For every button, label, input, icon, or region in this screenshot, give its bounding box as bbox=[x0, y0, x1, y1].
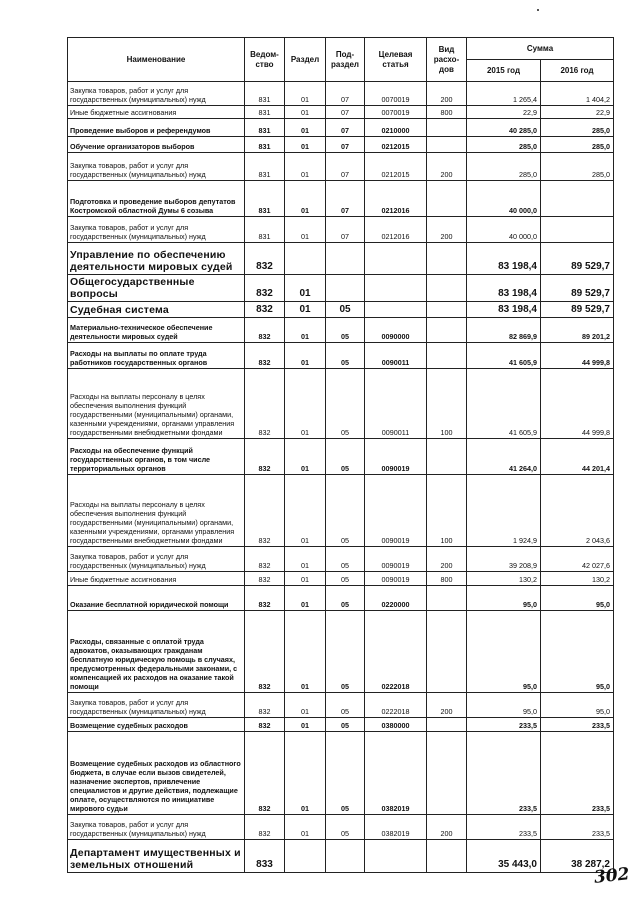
cell-section: 01 bbox=[285, 611, 326, 693]
cell-section: 01 bbox=[285, 181, 326, 217]
header-dept: Ведом-ство bbox=[245, 38, 285, 82]
cell-name: Подготовка и проведение выборов депутатов Костромской областной Думы 6 созыва bbox=[68, 181, 245, 217]
cell-target: 0382019 bbox=[365, 732, 427, 815]
cell-sum-2015: 1 265,4 bbox=[467, 82, 541, 106]
cell-name: Департамент имущественных и земельных отношений bbox=[68, 840, 245, 873]
header-name: Наименование bbox=[68, 38, 245, 82]
table-row bbox=[68, 547, 614, 572]
cell-sum-2016: 233,5 bbox=[541, 732, 614, 815]
cell-sum-2016: 233,5 bbox=[541, 718, 614, 732]
cell-subsection: 07 bbox=[326, 82, 365, 106]
cell-kind bbox=[427, 611, 467, 693]
cell-kind bbox=[427, 119, 467, 137]
table-row bbox=[68, 137, 614, 153]
cell-target bbox=[365, 840, 427, 873]
cell-kind: 200 bbox=[427, 82, 467, 106]
table-body bbox=[68, 82, 614, 873]
header-section: Раздел bbox=[285, 38, 326, 82]
cell-section: 01 bbox=[285, 693, 326, 718]
cell-kind bbox=[427, 181, 467, 217]
cell-subsection: 07 bbox=[326, 106, 365, 119]
table-row bbox=[68, 475, 614, 547]
cell-dept: 832 bbox=[245, 815, 285, 840]
cell-target: 0380000 bbox=[365, 718, 427, 732]
cell-sum-2016: 285,0 bbox=[541, 119, 614, 137]
cell-section: 01 bbox=[285, 343, 326, 369]
cell-subsection: 05 bbox=[326, 718, 365, 732]
cell-dept: 832 bbox=[245, 302, 285, 318]
cell-section: 01 bbox=[285, 318, 326, 343]
cell-sum-2015: 233,5 bbox=[467, 732, 541, 815]
cell-kind bbox=[427, 732, 467, 815]
cell-subsection bbox=[326, 275, 365, 302]
cell-sum-2015: 40 285,0 bbox=[467, 119, 541, 137]
cell-sum-2015: 40 000,0 bbox=[467, 181, 541, 217]
cell-target: 0220000 bbox=[365, 586, 427, 611]
cell-sum-2015: 22,9 bbox=[467, 106, 541, 119]
cell-name: Закупка товаров, работ и услуг для государственных (муниципальных) нужд bbox=[68, 815, 245, 840]
table-row bbox=[68, 439, 614, 475]
cell-section: 01 bbox=[285, 815, 326, 840]
cell-kind bbox=[427, 343, 467, 369]
cell-sum-2016: 44 999,8 bbox=[541, 343, 614, 369]
cell-name: Расходы на выплаты персоналу в целях обеспечения выполнения функций государственными (муниципальными) органами, казенными учреждениями, органами управления государственными внебюджетными фондами bbox=[68, 369, 245, 439]
cell-section: 01 bbox=[285, 547, 326, 572]
cell-section: 01 bbox=[285, 475, 326, 547]
cell-target: 0090000 bbox=[365, 318, 427, 343]
cell-name: Возмещение судебных расходов bbox=[68, 718, 245, 732]
cell-target bbox=[365, 302, 427, 318]
header-row bbox=[68, 38, 614, 60]
cell-name: Общегосударственные вопросы bbox=[68, 275, 245, 302]
cell-kind bbox=[427, 275, 467, 302]
cell-subsection: 05 bbox=[326, 732, 365, 815]
cell-target bbox=[365, 243, 427, 275]
header-year-2015: 2015 год bbox=[467, 60, 541, 82]
cell-kind: 100 bbox=[427, 475, 467, 547]
cell-sum-2016: 89 529,7 bbox=[541, 275, 614, 302]
cell-section: 01 bbox=[285, 586, 326, 611]
cell-subsection: 05 bbox=[326, 547, 365, 572]
cell-kind bbox=[427, 318, 467, 343]
cell-name: Закупка товаров, работ и услуг для государственных (муниципальных) нужд bbox=[68, 693, 245, 718]
cell-sum-2015: 285,0 bbox=[467, 137, 541, 153]
table-row bbox=[68, 82, 614, 106]
cell-dept: 832 bbox=[245, 369, 285, 439]
cell-name: Расходы на выплаты персоналу в целях обеспечения выполнения функций государственными (муниципальными) органами, казенными учреждениями, органами управления государственными внебюджетными фондами bbox=[68, 475, 245, 547]
cell-target: 0070019 bbox=[365, 82, 427, 106]
table-row bbox=[68, 153, 614, 181]
cell-kind bbox=[427, 840, 467, 873]
cell-sum-2016: 89 201,2 bbox=[541, 318, 614, 343]
cell-sum-2016: 95,0 bbox=[541, 693, 614, 718]
cell-kind: 200 bbox=[427, 815, 467, 840]
cell-name: Иные бюджетные ассигнования bbox=[68, 106, 245, 119]
table-row bbox=[68, 840, 614, 873]
cell-sum-2015: 39 208,9 bbox=[467, 547, 541, 572]
cell-dept: 832 bbox=[245, 693, 285, 718]
cell-dept: 831 bbox=[245, 153, 285, 181]
cell-dept: 831 bbox=[245, 82, 285, 106]
cell-target: 0222018 bbox=[365, 611, 427, 693]
header-subsection: Под-раздел bbox=[326, 38, 365, 82]
cell-sum-2016: 89 529,7 bbox=[541, 243, 614, 275]
cell-subsection bbox=[326, 840, 365, 873]
cell-dept: 832 bbox=[245, 439, 285, 475]
cell-name: Проведение выборов и референдумов bbox=[68, 119, 245, 137]
cell-dept: 833 bbox=[245, 840, 285, 873]
cell-subsection: 05 bbox=[326, 815, 365, 840]
cell-target: 0070019 bbox=[365, 106, 427, 119]
cell-target: 0090019 bbox=[365, 439, 427, 475]
cell-target: 0090011 bbox=[365, 369, 427, 439]
cell-sum-2015: 95,0 bbox=[467, 586, 541, 611]
cell-sum-2015: 40 000,0 bbox=[467, 217, 541, 243]
cell-kind: 800 bbox=[427, 106, 467, 119]
cell-target: 0212015 bbox=[365, 137, 427, 153]
cell-sum-2016 bbox=[541, 181, 614, 217]
cell-kind: 200 bbox=[427, 693, 467, 718]
cell-subsection: 07 bbox=[326, 137, 365, 153]
cell-kind: 100 bbox=[427, 369, 467, 439]
cell-target: 0382019 bbox=[365, 815, 427, 840]
cell-section: 01 bbox=[285, 302, 326, 318]
table-row bbox=[68, 217, 614, 243]
cell-sum-2015: 130,2 bbox=[467, 572, 541, 586]
cell-section: 01 bbox=[285, 275, 326, 302]
cell-sum-2015: 83 198,4 bbox=[467, 302, 541, 318]
cell-name: Закупка товаров, работ и услуг для государственных (муниципальных) нужд bbox=[68, 153, 245, 181]
table-row bbox=[68, 318, 614, 343]
table-row bbox=[68, 718, 614, 732]
cell-dept: 831 bbox=[245, 106, 285, 119]
header-sum: Сумма bbox=[467, 38, 614, 60]
cell-name: Оказание бесплатной юридической помощи bbox=[68, 586, 245, 611]
cell-target: 0090011 bbox=[365, 343, 427, 369]
cell-target: 0212016 bbox=[365, 217, 427, 243]
cell-section: 01 bbox=[285, 732, 326, 815]
table-row bbox=[68, 369, 614, 439]
cell-dept: 832 bbox=[245, 718, 285, 732]
cell-subsection: 05 bbox=[326, 586, 365, 611]
cell-section: 01 bbox=[285, 439, 326, 475]
cell-sum-2016: 2 043,6 bbox=[541, 475, 614, 547]
cell-target: 0222018 bbox=[365, 693, 427, 718]
cell-sum-2016: 89 529,7 bbox=[541, 302, 614, 318]
cell-sum-2016: 233,5 bbox=[541, 815, 614, 840]
cell-dept: 831 bbox=[245, 137, 285, 153]
cell-section: 01 bbox=[285, 106, 326, 119]
cell-sum-2016: 44 201,4 bbox=[541, 439, 614, 475]
cell-name: Управление по обеспечению деятельности мировых судей bbox=[68, 243, 245, 275]
header-target: Целевая статья bbox=[365, 38, 427, 82]
page-number: 302 bbox=[593, 864, 631, 888]
table-row bbox=[68, 181, 614, 217]
cell-name: Закупка товаров, работ и услуг для государственных (муниципальных) нужд bbox=[68, 547, 245, 572]
cell-target: 0090019 bbox=[365, 475, 427, 547]
cell-subsection: 05 bbox=[326, 475, 365, 547]
cell-target: 0212015 bbox=[365, 153, 427, 181]
cell-sum-2016: 95,0 bbox=[541, 586, 614, 611]
cell-sum-2016: 42 027,6 bbox=[541, 547, 614, 572]
cell-sum-2016: 285,0 bbox=[541, 137, 614, 153]
cell-dept: 832 bbox=[245, 318, 285, 343]
cell-section: 01 bbox=[285, 119, 326, 137]
cell-name: Материально-техническое обеспечение деятельности мировых судей bbox=[68, 318, 245, 343]
header-year-2016: 2016 год bbox=[541, 60, 614, 82]
cell-sum-2016: 38 287,2 bbox=[541, 840, 614, 873]
cell-name: Иные бюджетные ассигнования bbox=[68, 572, 245, 586]
cell-name: Закупка товаров, работ и услуг для государственных (муниципальных) нужд bbox=[68, 82, 245, 106]
cell-subsection: 07 bbox=[326, 181, 365, 217]
cell-sum-2015: 233,5 bbox=[467, 718, 541, 732]
cell-kind: 200 bbox=[427, 547, 467, 572]
cell-name: Судебная система bbox=[68, 302, 245, 318]
cell-dept: 832 bbox=[245, 611, 285, 693]
table-row bbox=[68, 693, 614, 718]
cell-dept: 832 bbox=[245, 586, 285, 611]
cell-sum-2015: 83 198,4 bbox=[467, 243, 541, 275]
cell-kind bbox=[427, 586, 467, 611]
cell-section: 01 bbox=[285, 82, 326, 106]
cell-dept: 832 bbox=[245, 475, 285, 547]
table-row bbox=[68, 572, 614, 586]
table-row bbox=[68, 732, 614, 815]
cell-sum-2016 bbox=[541, 217, 614, 243]
cell-dept: 831 bbox=[245, 181, 285, 217]
cell-section: 01 bbox=[285, 217, 326, 243]
cell-sum-2016: 1 404,2 bbox=[541, 82, 614, 106]
cell-sum-2015: 285,0 bbox=[467, 153, 541, 181]
table-row bbox=[68, 275, 614, 302]
cell-sum-2016: 44 999,8 bbox=[541, 369, 614, 439]
cell-target bbox=[365, 275, 427, 302]
cell-sum-2015: 41 605,9 bbox=[467, 343, 541, 369]
cell-name: Закупка товаров, работ и услуг для государственных (муниципальных) нужд bbox=[68, 217, 245, 243]
cell-kind: 200 bbox=[427, 217, 467, 243]
cell-sum-2015: 233,5 bbox=[467, 815, 541, 840]
cell-subsection bbox=[326, 243, 365, 275]
cell-dept: 832 bbox=[245, 275, 285, 302]
cell-sum-2016: 130,2 bbox=[541, 572, 614, 586]
cell-sum-2015: 83 198,4 bbox=[467, 275, 541, 302]
cell-dept: 832 bbox=[245, 547, 285, 572]
cell-section: 01 bbox=[285, 718, 326, 732]
cell-subsection: 05 bbox=[326, 693, 365, 718]
cell-kind bbox=[427, 439, 467, 475]
cell-section bbox=[285, 840, 326, 873]
cell-sum-2016: 285,0 bbox=[541, 153, 614, 181]
cell-subsection: 05 bbox=[326, 302, 365, 318]
cell-dept: 832 bbox=[245, 243, 285, 275]
cell-sum-2015: 82 869,9 bbox=[467, 318, 541, 343]
table-row bbox=[68, 815, 614, 840]
cell-sum-2016: 22,9 bbox=[541, 106, 614, 119]
cell-name: Расходы на выплаты по оплате труда работников государственных органов bbox=[68, 343, 245, 369]
cell-subsection: 07 bbox=[326, 119, 365, 137]
cell-kind bbox=[427, 243, 467, 275]
cell-kind bbox=[427, 302, 467, 318]
cell-subsection: 07 bbox=[326, 217, 365, 243]
cell-subsection: 05 bbox=[326, 369, 365, 439]
cell-subsection: 05 bbox=[326, 439, 365, 475]
cell-section bbox=[285, 243, 326, 275]
table-row bbox=[68, 119, 614, 137]
cell-kind bbox=[427, 137, 467, 153]
cell-subsection: 05 bbox=[326, 318, 365, 343]
cell-kind bbox=[427, 718, 467, 732]
table-row bbox=[68, 106, 614, 119]
cell-sum-2016: 95,0 bbox=[541, 611, 614, 693]
cell-section: 01 bbox=[285, 369, 326, 439]
cell-kind: 200 bbox=[427, 153, 467, 181]
cell-target: 0090019 bbox=[365, 572, 427, 586]
cell-sum-2015: 95,0 bbox=[467, 693, 541, 718]
cell-sum-2015: 41 264,0 bbox=[467, 439, 541, 475]
cell-name: Расходы, связанные с оплатой труда адвокатов, оказывающих гражданам бесплатную юридическую помощь в случаях, предусмотренных федеральными законами, с компенсацией их расходов на оказание такой помощи bbox=[68, 611, 245, 693]
cell-section: 01 bbox=[285, 153, 326, 181]
cell-sum-2015: 1 924,9 bbox=[467, 475, 541, 547]
cell-name: Расходы на обеспечение функций государственных органов, в том числе территориальных органов bbox=[68, 439, 245, 475]
cell-kind: 800 bbox=[427, 572, 467, 586]
table-row bbox=[68, 586, 614, 611]
cell-subsection: 05 bbox=[326, 611, 365, 693]
cell-target: 0210000 bbox=[365, 119, 427, 137]
table-row bbox=[68, 611, 614, 693]
cell-sum-2015: 41 605,9 bbox=[467, 369, 541, 439]
cell-section: 01 bbox=[285, 572, 326, 586]
cell-name: Обучение организаторов выборов bbox=[68, 137, 245, 153]
cell-subsection: 05 bbox=[326, 343, 365, 369]
cell-dept: 831 bbox=[245, 119, 285, 137]
cell-dept: 831 bbox=[245, 217, 285, 243]
cell-dept: 832 bbox=[245, 343, 285, 369]
cell-sum-2015: 35 443,0 bbox=[467, 840, 541, 873]
table-row bbox=[68, 343, 614, 369]
header-kind: Вид расхо-дов bbox=[427, 38, 467, 82]
cell-subsection: 07 bbox=[326, 153, 365, 181]
cell-name: Возмещение судебных расходов из областного бюджета, в случае если вызов свидетелей, назначение экспертов, привлечение специалистов и другие действия, подлежащие оплате, осуществляются по инициативе мирового судьи bbox=[68, 732, 245, 815]
cell-target: 0212016 bbox=[365, 181, 427, 217]
table-row bbox=[68, 243, 614, 275]
cell-section: 01 bbox=[285, 137, 326, 153]
budget-table bbox=[67, 37, 614, 873]
cell-dept: 832 bbox=[245, 572, 285, 586]
table-row bbox=[68, 302, 614, 318]
cell-target: 0090019 bbox=[365, 547, 427, 572]
cell-dept: 832 bbox=[245, 732, 285, 815]
scan-speck bbox=[537, 9, 539, 11]
cell-subsection: 05 bbox=[326, 572, 365, 586]
cell-sum-2015: 95,0 bbox=[467, 611, 541, 693]
